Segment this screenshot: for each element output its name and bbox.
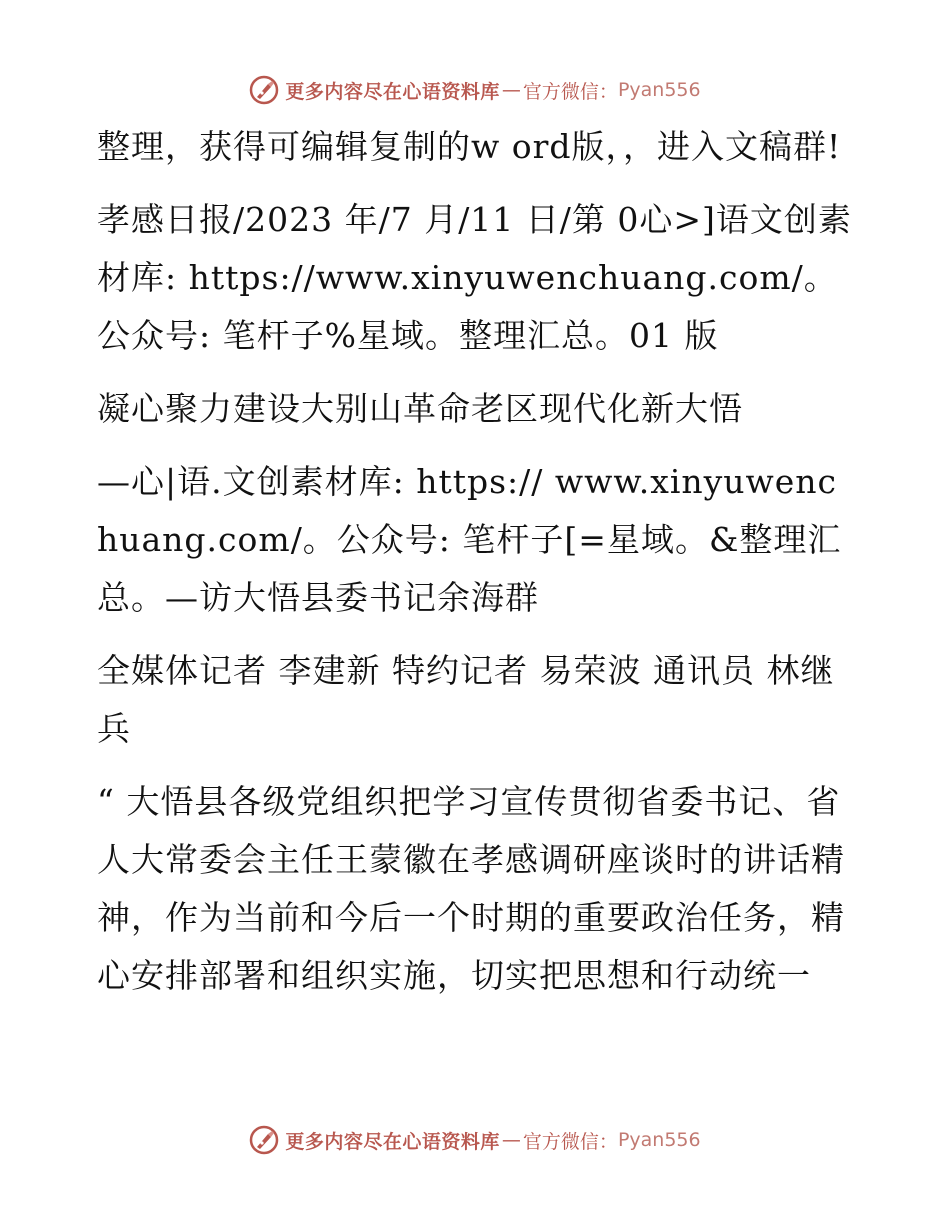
footer-wechat-id: Pyan556 xyxy=(617,1129,701,1151)
document-body xyxy=(97,118,857,1020)
paragraph-body: “ 大悟县各级党组织把学习宣传贯彻省委书记、省人大常委会主任王蒙徽在孝感调研座谈时的讲话精神，作为当前和今后一个时期的重要政治任务，精心安排部署和组织实施，切实把思想和行动统一 xyxy=(97,782,845,995)
article-subtitle: —心|语.文创素材库: https:// www.xinyuwenchuang.com/。公众号: 笔杆子[=星域。&整理汇总。—访大悟县委书记余海群 xyxy=(97,462,842,617)
footer-official-label: 官方微信： xyxy=(522,1130,618,1153)
footer-banner xyxy=(0,1120,950,1160)
banner-official-label: 官方微信： xyxy=(522,80,618,103)
banner-site-text: 更多内容尽在心语资料库 xyxy=(285,80,500,103)
header-banner xyxy=(0,70,950,110)
footer-site-text: 更多内容尽在心语资料库 xyxy=(285,1130,500,1153)
byline: 全媒体记者 李建新 特约记者 易荣波 通讯员 林继兵 xyxy=(97,651,835,748)
pen-nib-logo-icon xyxy=(249,75,279,105)
pen-nib-logo-icon xyxy=(249,1125,279,1155)
paragraph-intro: 整理，获得可编辑复制的w ord版，，进入文稿群! xyxy=(97,127,842,166)
article-title: 凝心聚力建设大别山革命老区现代化新大悟 xyxy=(97,389,743,428)
banner-wechat-id: Pyan556 xyxy=(617,79,701,101)
banner-dash: — xyxy=(501,79,521,101)
paragraph-source: 孝感日报/2023 年/7 月/11 日/第 0心>]语文创素材库: https://www.xinyuwenchuang.com/。公众号: 笔杆子%星域。整理汇总。01 版 xyxy=(97,200,852,355)
footer-dash: — xyxy=(501,1129,521,1151)
